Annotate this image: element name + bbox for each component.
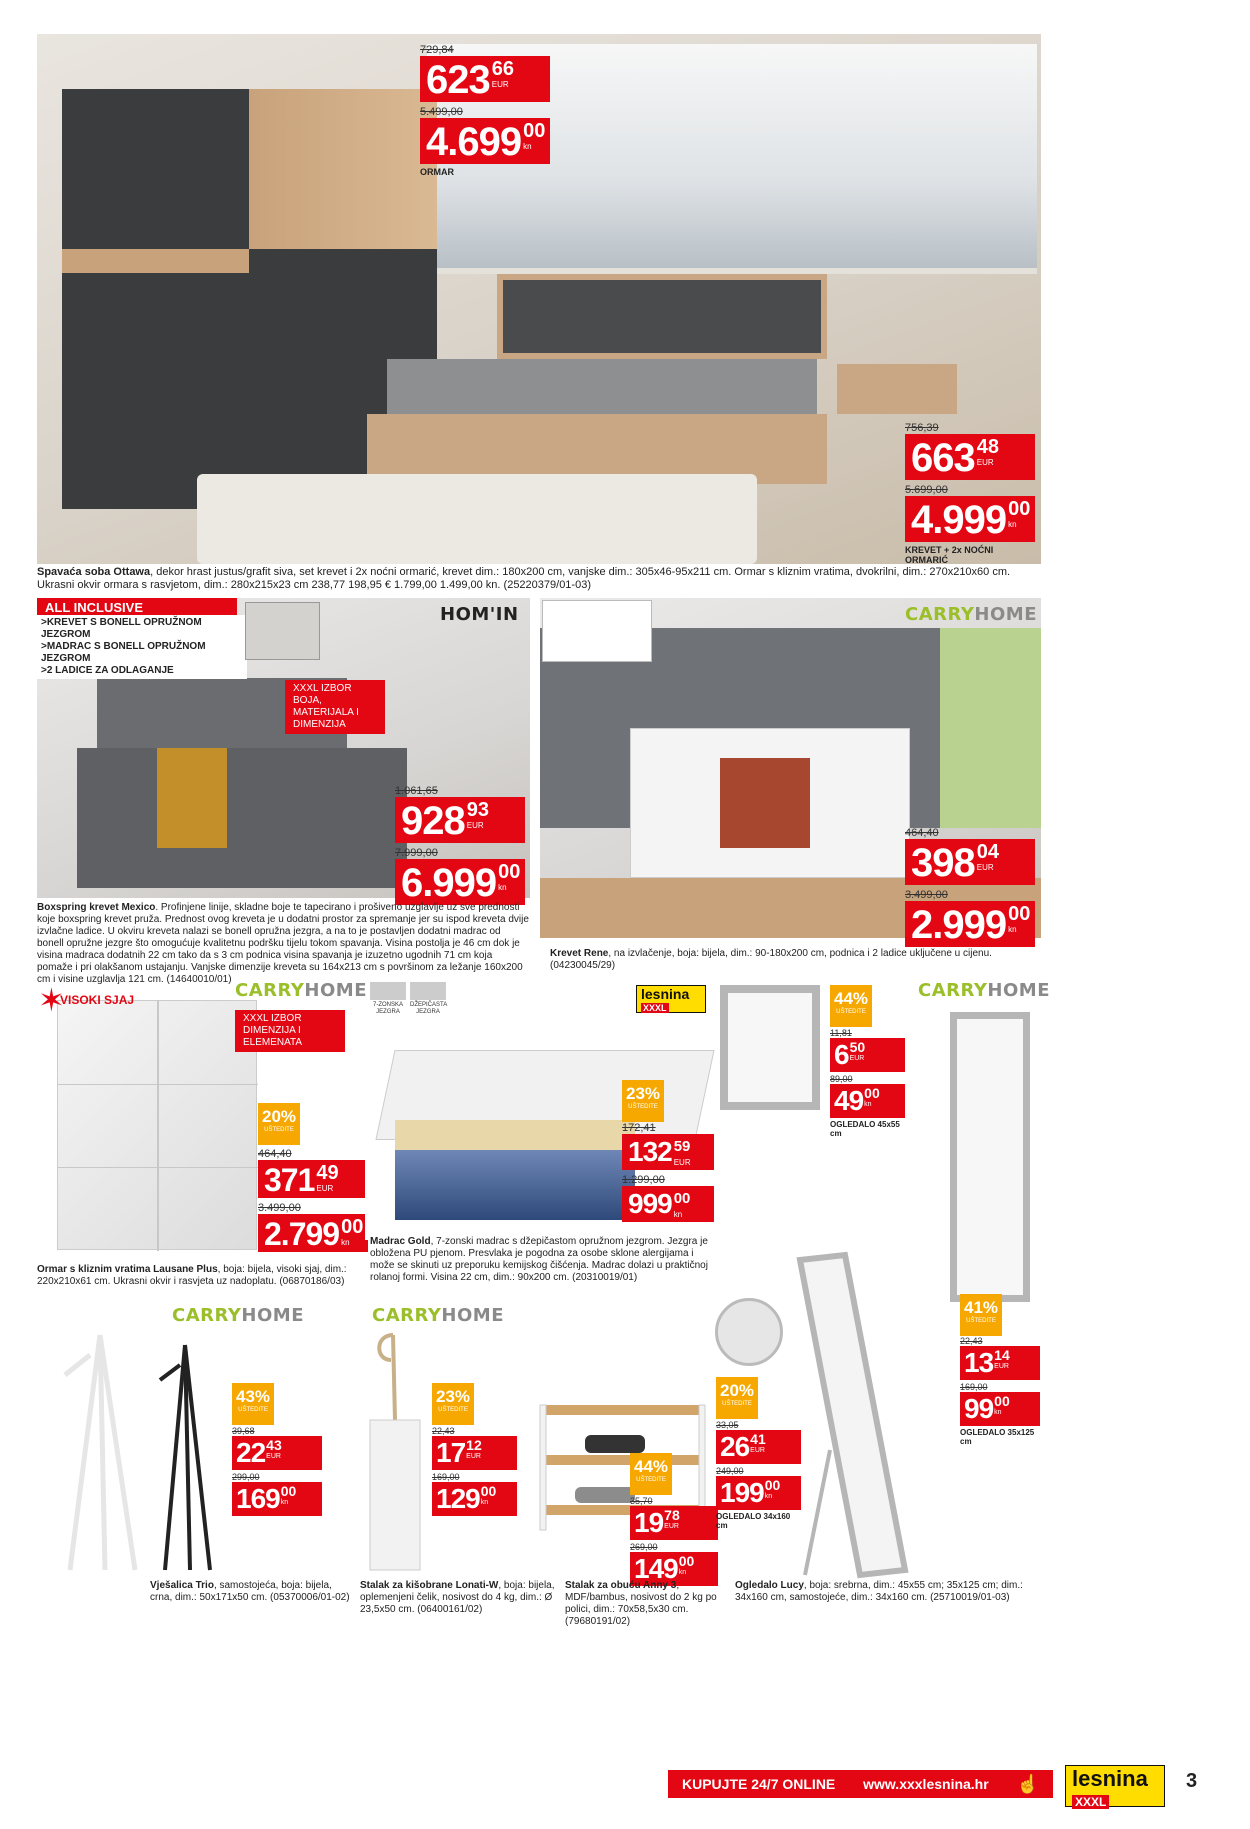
footer-cta-bar[interactable] [668,1770,1053,1798]
old-price-eur: 464,40 [258,1148,292,1160]
mattress-core [395,1120,635,1220]
old-price-eur: 756,39 [905,422,939,434]
price-kn: 2.799 00 kn [258,1214,368,1252]
carryhome-logo: CARRYHOME [172,1305,304,1326]
old-price-kn: 1.299,00 [622,1174,665,1186]
list-item: >KREVET S BONELL OPRUŽNOM JEZGROM [41,617,202,640]
vjesalica-description: Vješalica Trio, samostojeća, boja: bijela, crna, dim.: 50x171x50 cm. (05370006/01-02) [150,1580,350,1603]
ormar-price-tag [420,44,550,177]
savings-badge: 20% UŠTEDITE [716,1377,758,1419]
price-kn: 999 00 kn [622,1186,714,1222]
rene-price-tag [905,827,1035,947]
madrac-price-tag [622,1122,714,1222]
price-eur: 6 50 EUR [830,1038,905,1072]
boxspring-description: Boxspring krevet Mexico. Profinjene linije, skladne boje te tapecirano i prošiveno uzglavlje uz sve prednosti koje boxspring krevet pruža. Prednost ovog kreveta je u dodatni prostor za spremanje jer su ispod kreveta dvije izvlačne ladice. U okviru kreveta nalazi se bonell opružna jezgra, a na to je postavljen dodatni madrac od bonell opružne jezgre što omogućuje kvalitetnu podršku tijelu tokom spavanja. Visina postolja je 46 cm dok je visina madraca dodatnih 22 cm tako da s 3 cm podnica visina spavanja je izuzetno ugodnih 71 cm koja pomaže i pri olakšanom ustajanju. Vanjske dimenzije kreveta su 164x213 cm s površinom za ležanje 160x200 cm i visine uzglavlja 121 cm. (14640010/01) [37,902,529,985]
all-inclusive-banner: ALL INCLUSIVE [37,598,237,618]
icon-label: DŽEPIČASTA JEZGRA [410,1002,448,1015]
old-price-kn: 3.499,00 [905,889,948,901]
old-price-eur: 1.061,65 [395,785,438,797]
price-eur: 623 66 EUR [420,56,550,102]
price-kn: 99 00 kn [960,1392,1040,1426]
lesnina-logo: lesnina XXXL [1065,1765,1165,1807]
umbrella-stand-illustration [355,1330,435,1575]
footer-url[interactable]: www.xxxlesnina.hr [863,1776,989,1792]
mirror-45x55 [720,985,820,1110]
page-number: 3 [1186,1770,1198,1792]
savings-badge: 43% UŠTEDITE [232,1383,274,1425]
price-kn: 149 00 kn [630,1552,718,1586]
ogledalo45-price-tag [830,1028,905,1138]
price-eur: 19 78 EUR [630,1506,718,1540]
price-eur: 132 59 EUR [622,1134,714,1170]
krevet-price-tag [905,422,1035,565]
old-price-eur: 172,41 [622,1122,656,1134]
price-eur: 22 43 EUR [232,1436,322,1470]
ogledalo35-price-tag [960,1336,1040,1446]
madrac-description: Madrac Gold, 7-zonski madrac s džepičastom opružnom jezgrom. Jezgra je obložena PU pjenom. Presvlaka je pogodna za osobe sklone alergijama i može se skinuti uz preporuku kemijskog čišćenja. Madrac dolazi u praktičnoj rolanoj formi. Visina 22 cm, dim.: 90x200 cm. (20310019/01) [370,1236,708,1283]
old-price-kn: 3.499,00 [258,1202,301,1214]
coat-rack-illustration [50,1325,230,1575]
footer-cta: KUPUJTE 24/7 ONLINE [682,1776,836,1792]
xxxl-note: XXXL IZBOR DIMENZIJA I ELEMENATA [235,1010,345,1052]
price-kn: 2.999 00 kn [905,901,1035,947]
savings-badge: 20% UŠTEDITE [258,1103,300,1145]
visoki-sjaj-badge: VISOKI SJAJ [60,993,135,1007]
price-eur: 663 48 EUR [905,434,1035,480]
homin-logo: HOM'IN [440,604,519,625]
lausane-price-tag [258,1148,368,1252]
old-price-kn: 7.999,00 [395,847,438,859]
boxspring-thumb [245,602,320,660]
old-price-kn: 5.699,00 [905,484,948,496]
price-kn: 4.699 00 kn [420,118,550,164]
kisobrane-description: Stalak za kišobrane Lonati-W, boja: bijela, oplemenjeni čelik, nosivost do 4 kg, dim.: Ø 23,5x50 cm. (06400161/02) [360,1580,555,1615]
ogledalo-description: Ogledalo Lucy, boja: srebrna, dim.: 45x55 cm; 35x125 cm; dim.: 34x160 cm, samostojeće, dim.: 34x160 cm. (25710019/01-03) [735,1580,1023,1603]
price-eur: 13 14 EUR [960,1346,1040,1380]
savings-badge: 44% UŠTEDITE [630,1453,672,1495]
boxspring-price-tag [395,785,525,905]
lausane-description: Ormar s kliznim vratima Lausane Plus, boja: bijela, visoki sjaj, dim.: 220x210x61 cm. Ukrasni okvir i rasvjeta uz nadoplatu. (06870186/03) [37,1264,347,1287]
price-eur: 928 93 EUR [395,797,525,843]
old-price-eur: 729,84 [420,44,454,56]
cursor-icon: ☝ [1016,1773,1039,1794]
savings-badge: 41% UŠTEDITE [960,1294,1002,1336]
price-kn: 49 00 kn [830,1084,905,1118]
lesnina-logo: lesnina XXXL [636,985,706,1013]
old-price-eur: 35,70 [630,1496,653,1506]
old-price-eur: 39,68 [232,1426,255,1436]
carryhome-logo: CARRYHOME [372,1305,504,1326]
price-kn: 169 00 kn [232,1482,322,1516]
ogledalo34-price-tag [716,1420,801,1530]
ogledalo35-label: OGLEDALO 35x125 cm [960,1428,1035,1446]
bed-base [77,748,407,888]
mirror-35x125 [950,1012,1030,1302]
old-price-kn: 299,00 [232,1472,260,1482]
old-price-kn: 249,00 [716,1466,744,1476]
price-kn: 129 00 kn [432,1482,517,1516]
krevet-label: KREVET + 2x NOĆNI ORMARIĆ [905,545,994,565]
savings-badge: 23% UŠTEDITE [622,1080,664,1122]
wardrobe-white [57,1000,257,1250]
mirror-detail-circle [715,1298,783,1366]
standing-mirror-illustration [790,1250,920,1580]
icon-label: 7-ZONSKA JEZGRA [372,1002,403,1015]
rene-description: Krevet Rene, na izvlačenje, boja: bijela, dim.: 90-180x200 cm, podnica i 2 ladice uključene u cijenu. (04230045/29) [550,948,992,971]
old-price-eur: 22,43 [960,1336,983,1346]
blanket [157,748,227,848]
savings-badge: 23% UŠTEDITE [432,1383,474,1425]
price-eur: 17 12 EUR [432,1436,517,1470]
list-item: >MADRAC S BONELL OPRUŽNOM JEZGROM [41,641,206,664]
savings-badge: 44% UŠTEDITE [830,985,872,1027]
rene-thumb [542,600,652,662]
nightstand [837,364,957,414]
price-kn: 6.999 00 kn [395,859,525,905]
obucu-price-tag [630,1496,718,1586]
list-item: >2 LADICE ZA ODLAGANJE [41,665,174,676]
carryhome-logo: CARRYHOME [918,980,1050,1001]
ogledalo34-label: OGLEDALO 34x160 cm [716,1512,791,1530]
old-price-eur: 33,05 [716,1420,739,1430]
old-price-eur: 11,81 [830,1028,852,1038]
old-price-kn: 169,00 [960,1382,988,1392]
ormar-label: ORMAR [420,167,454,177]
kisobrane-price-tag [432,1426,517,1516]
old-price-kn: 5.499,00 [420,106,463,118]
vjesalica-price-tag [232,1426,322,1516]
bed [367,274,847,504]
old-price-kn: 269,00 [630,1542,658,1552]
carryhome-logo: CARRYHOME [235,980,367,1001]
old-price-eur: 464,40 [905,827,939,839]
rug [197,474,757,564]
ogledalo45-label: OGLEDALO 45x55 cm [830,1120,900,1138]
old-price-kn: 169,00 [432,1472,460,1482]
window-right [940,628,1041,828]
all-inclusive-list [37,615,247,679]
price-kn: 4.999 00 kn [905,496,1035,542]
carryhome-logo: CARRYHOME [905,604,1037,625]
price-eur: 398 04 EUR [905,839,1035,885]
obucu-description: Stalak za obuću Anny 3, MDF/bambus, nosivost do 2 kg po polici, dim.: 70x58,5x30 cm. (79680191/02) [565,1580,717,1627]
price-eur: 371 49 EUR [258,1160,368,1198]
price-eur: 26 41 EUR [716,1430,801,1464]
hero-description: Spavaća soba Ottawa, dekor hrast justus/grafit siva, set krevet i 2x noćni ormarić, krevet dim.: 180x200 cm, vanjske dim.: 305x46-95x211 cm. Ormar s kliznim vratima, dvokrilni, dim.: 270x210x60 cm. Ukrasni okvir ormara s rasvjetom, dim.: 280x215x23 cm 238,77 198,95 € 1.799,00 1.499,00 kn. (25220379/01-03) [37,566,1011,591]
sparkle-icon: ✶ [38,982,65,1018]
old-price-kn: 89,00 [830,1074,853,1084]
throw [720,758,810,848]
old-price-eur: 22,43 [432,1426,455,1436]
xxxl-note: XXXL IZBOR BOJA, MATERIJALA I DIMENZIJA [285,680,385,734]
price-kn: 199 00 kn [716,1476,801,1510]
